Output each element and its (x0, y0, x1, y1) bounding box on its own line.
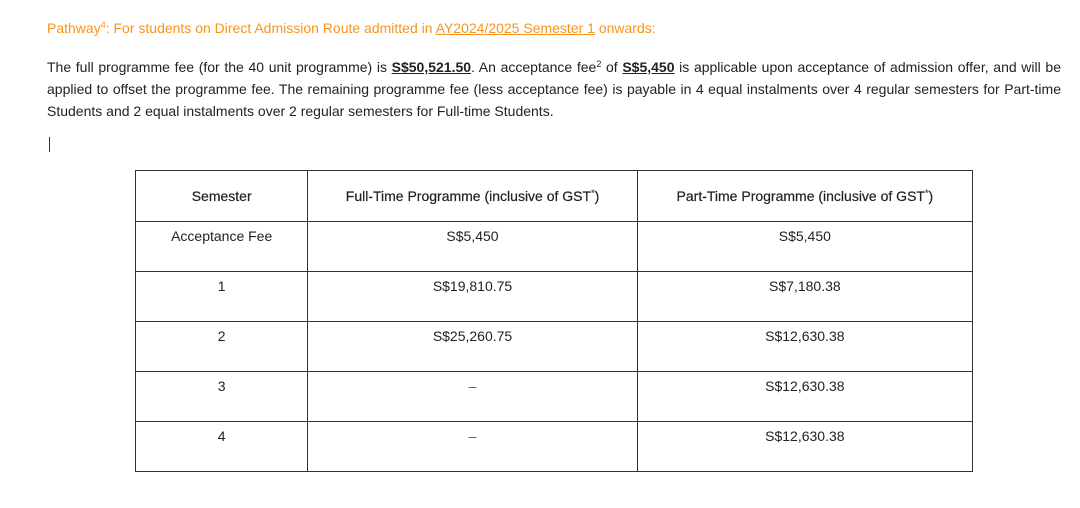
header-close-paren: ) (928, 188, 934, 204)
fee-description (47, 56, 1061, 122)
para-text-1: The full programme fee (for the 40 unit programme) is (47, 59, 392, 75)
header-close-paren: ) (594, 188, 600, 204)
fee-table (135, 170, 973, 472)
semester-link[interactable]: AY2024/2025 Semester 1 (435, 20, 595, 36)
footnote-ref-2[interactable]: 2 (596, 59, 602, 69)
table-row (136, 222, 973, 272)
pathway-heading (47, 20, 656, 36)
para-text-3: of (601, 59, 623, 75)
table-row (136, 322, 973, 372)
acceptance-fee-amount: S$5,450 (622, 59, 675, 75)
para-text-4: is applicable upon acceptance of admission offer, and will be applied to offset the programme fee. The remaining programme fee (less acceptance fee) is payable in 4 equal instalments over 4 regular semesters for Part-time Students and 2 equal instalments over 2 regular semesters for Full-time Students. (47, 59, 1061, 119)
cell-semester: 1 (136, 272, 308, 322)
cell-full-time: S$25,260.75 (308, 322, 637, 372)
cell-part-time: S$5,450 (637, 222, 972, 272)
para-text-2: . An acceptance fee (471, 59, 597, 75)
table-row (136, 272, 973, 322)
heading-middle: : For students on Direct Admission Route admitted in (105, 20, 436, 36)
gst-asterisk: * (924, 188, 929, 198)
cell-semester: 2 (136, 322, 308, 372)
heading-suffix: onwards: (594, 20, 656, 36)
cell-part-time: S$12,630.38 (637, 372, 972, 422)
cell-part-time: S$12,630.38 (637, 322, 972, 372)
header-full-time-label: Full-Time Programme (inclusive of GST (345, 188, 592, 204)
header-part-time (637, 171, 972, 222)
cell-semester: 4 (136, 422, 308, 472)
cell-full-time: – (308, 372, 637, 422)
text-cursor (49, 137, 50, 152)
footnote-ref-4[interactable]: 4 (100, 20, 106, 30)
cell-full-time: S$5,450 (308, 222, 637, 272)
header-part-time-label: Part-Time Programme (inclusive of GST (676, 188, 925, 204)
table-row (136, 422, 973, 472)
cell-part-time: S$12,630.38 (637, 422, 972, 472)
cell-part-time: S$7,180.38 (637, 272, 972, 322)
header-semester: Semester (136, 171, 308, 222)
gst-asterisk: * (591, 188, 595, 198)
cell-semester: Acceptance Fee (136, 222, 308, 272)
cell-semester: 3 (136, 372, 308, 422)
full-fee-amount: S$50,521.50 (391, 59, 472, 75)
table-header-row (136, 171, 973, 222)
cell-full-time: – (308, 422, 637, 472)
table-row (136, 372, 973, 422)
cell-full-time: S$19,810.75 (308, 272, 637, 322)
header-full-time (308, 171, 637, 222)
heading-prefix: Pathway (47, 20, 101, 36)
